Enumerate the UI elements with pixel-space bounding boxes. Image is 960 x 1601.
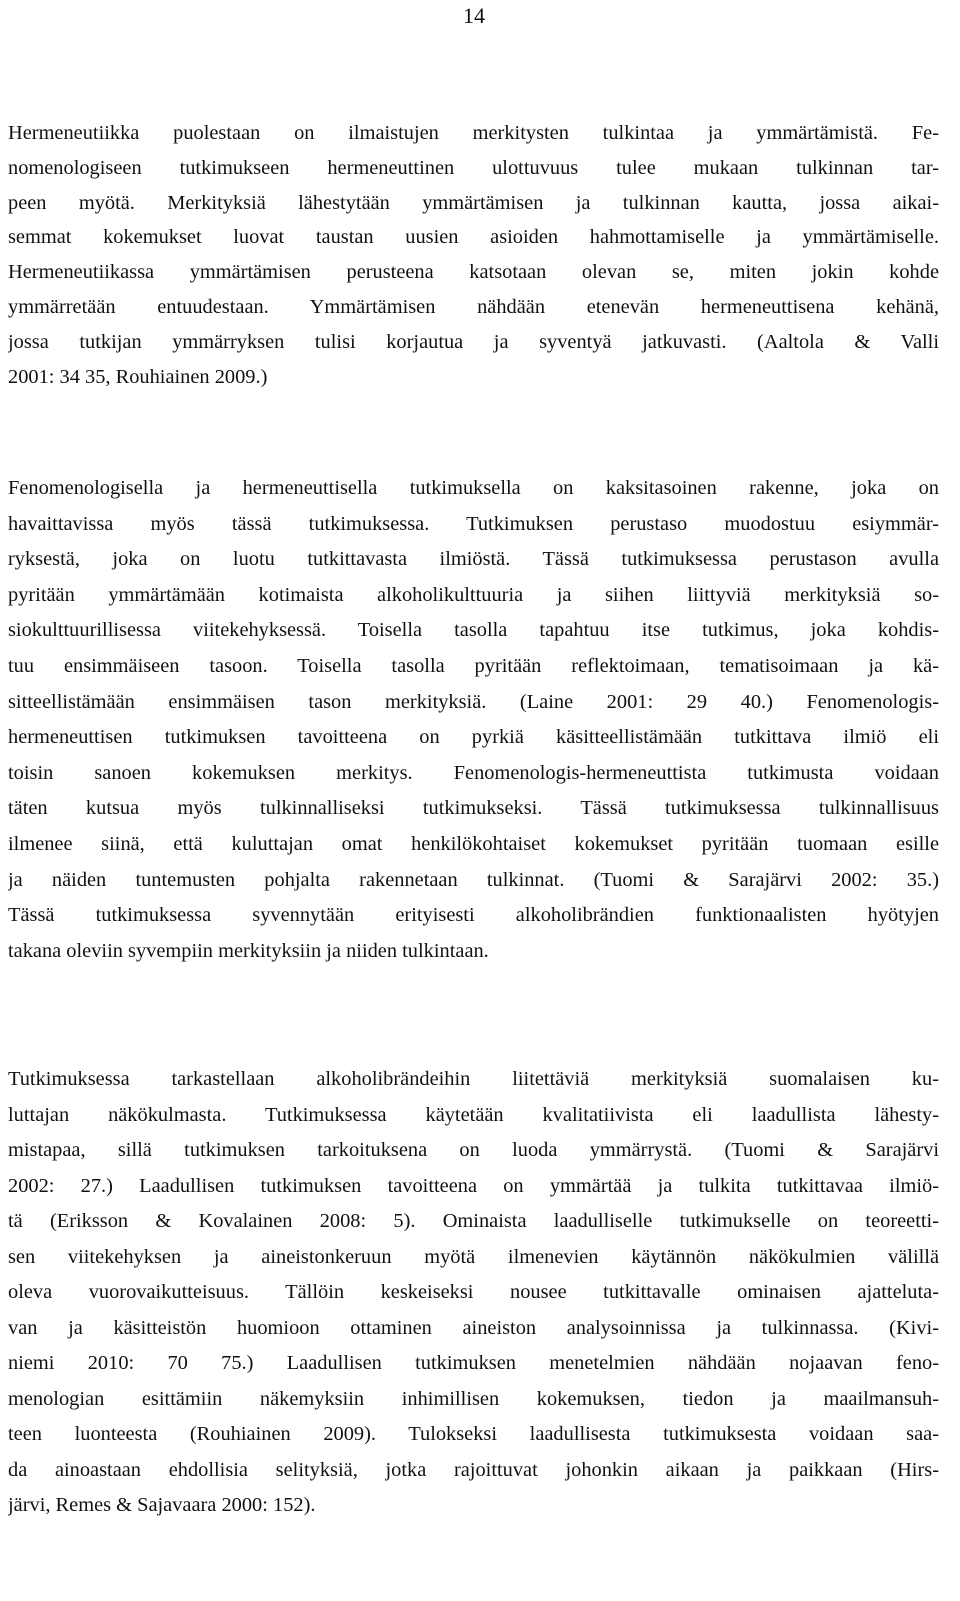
text-line: havaittavissa myös tässä tutkimuksessa. Tutkimuksen perustaso muodostuu esiymmär- [8, 512, 939, 535]
text-line: oleva vuorovaikutteisuus. Tällöin keskeiseksi nousee tutkittavalle ominaisen ajatteluta- [8, 1281, 939, 1303]
paragraph-two-level-structure [8, 471, 939, 969]
text-line: tä (Eriksson & Kovalainen 2008: 5). Ominaista laadulliselle tutkimukselle on teoreetti- [8, 1210, 939, 1232]
text-line: sitteellistämään ensimmäisen tason merkityksiä. (Laine 2001: 29 40.) Fenomenologis- [8, 690, 939, 713]
text-line: Tutkimuksessa tarkastellaan alkoholibrändeihin liitettäviä merkityksiä suomalaisen ku- [8, 1068, 939, 1090]
text-line: hermeneuttisen tutkimuksen tavoitteena on pyrkiä käsitteellistämään tutkittava ilmiö eli [8, 726, 939, 749]
text-line: ilmenee siinä, että kuluttajan omat henkilökohtaiset kokemukset pyritään tuomaan esille [8, 832, 939, 855]
paragraph-hermeneutics [8, 116, 939, 394]
text-line: nomenologiseen tutkimukseen hermeneuttinen ulottuvuus tulee mukaan tulkinnan tar- [8, 156, 939, 179]
text-line: ymmärretään entuudestaan. Ymmärtämisen nähdään etenevän hermeneuttisena kehänä, [8, 295, 939, 318]
text-line: teen luonteesta (Rouhiainen 2009). Tulokseksi laadullisesta tutkimuksesta voidaan saa- [8, 1423, 939, 1445]
text-line: Hermeneutiikka puolestaan on ilmaistujen merkitysten tulkintaa ja ymmärtämistä. Fe- [8, 122, 939, 144]
text-line: ryksestä, joka on luotu tutkittavasta ilmiöstä. Tässä tutkimuksessa perustason avulla [8, 548, 939, 571]
page-number: 14 [463, 3, 485, 28]
text-line: niemi 2010: 70 75.) Laadullisen tutkimuksen menetelmien nähdään nojaavan feno- [8, 1352, 939, 1374]
text-line: Fenomenologisella ja hermeneuttisella tutkimuksella on kaksitasoinen rakenne, joka on [8, 477, 939, 499]
text-line: peen myötä. Merkityksiä lähestytään ymmärtämisen ja tulkinnan kautta, jossa aikai- [8, 191, 939, 214]
text-line: van ja käsitteistön huomioon ottaminen aineiston analysoinnissa ja tulkinnassa. (Kivi- [8, 1316, 939, 1339]
text-line: Tässä tutkimuksessa syvennytään erityisesti alkoholibrändien funktionaalisten hyötyjen [8, 904, 939, 927]
text-line: sen viitekehyksen ja aineistonkeruun myötä ilmenevien käytännön näkökulmien välillä [8, 1245, 939, 1268]
text-line: 2002: 27.) Laadullisen tutkimuksen tavoitteena on ymmärtää ja tulkita tutkittavaa ilmiö- [8, 1174, 939, 1197]
text-line: ja näiden tuntemusten pohjalta rakennetaan tulkinnat. (Tuomi & Sarajärvi 2002: 35.) [8, 868, 939, 891]
text-line: mistapaa, sillä tutkimuksen tarkoituksena on luoda ymmärrystä. (Tuomi & Sarajärvi [8, 1139, 939, 1161]
text-line: siokulttuurillisessa viitekehyksessä. Toisella tasolla tapahtuu itse tutkimus, joka kohdis- [8, 619, 939, 642]
text-line: tuu ensimmäiseen tasoon. Toisella tasolla pyritään reflektoimaan, tematisoimaan ja kä- [8, 654, 939, 677]
text-line: menologian esittämiin näkemyksiin inhimillisen kokemuksen, tiedon ja maailmansuh- [8, 1387, 939, 1410]
text-line: täten kutsua myös tulkinnalliseksi tutkimukseksi. Tässä tutkimuksessa tulkinnallisuus [8, 797, 939, 820]
text-line: toisin sanoen kokemuksen merkitys. Fenomenologis-hermeneuttista tutkimusta voidaan [8, 761, 939, 784]
text-line: luttajan näkökulmasta. Tutkimuksessa käytetään kvalitatiivista eli laadullista lähesty- [8, 1103, 939, 1126]
text-line: jossa tutkijan ymmärryksen tulisi korjautua ja syventyä jatkuvasti. (Aaltola & Valli [8, 330, 939, 353]
text-line: Hermeneutiikassa ymmärtämisen perusteena katsotaan olevan se, miten jokin kohde [8, 261, 939, 284]
text-line: takana oleviin syvempiin merkityksiin ja niiden tulkintaan. [8, 939, 489, 962]
text-line: pyritään ymmärtämään kotimaista alkoholikulttuuria ja siihen liittyviä merkityksiä so- [8, 583, 939, 606]
paragraph-qualitative-research [8, 1062, 939, 1524]
text-line: järvi, Remes & Sajavaara 2000: 152). [8, 1494, 316, 1516]
text-line: 2001: 34 35, Rouhiainen 2009.) [8, 365, 268, 388]
text-line: semmat kokemukset luovat taustan uusien asioiden hahmottamiselle ja ymmärtämiselle. [8, 226, 939, 249]
text-line: da ainoastaan ehdollisia selityksiä, jotka rajoittuvat johonkin aikaan ja paikkaan (Hirs- [8, 1458, 939, 1481]
